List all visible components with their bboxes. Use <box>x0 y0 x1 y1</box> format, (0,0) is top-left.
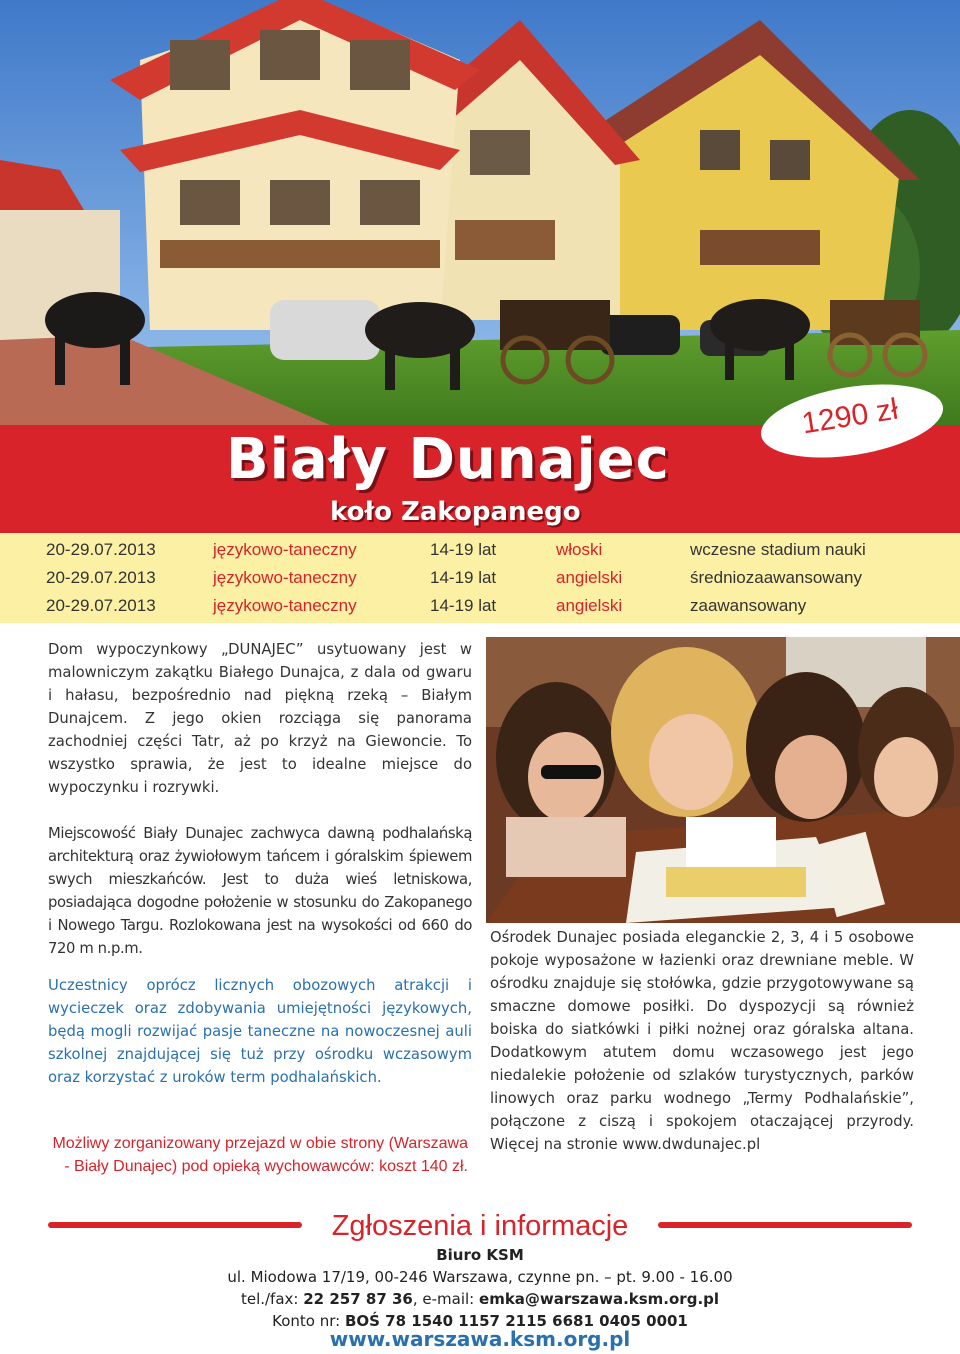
schedule-language: włoski <box>556 540 603 559</box>
price-label: 1290 zł <box>799 392 901 441</box>
tel-value: 22 257 87 36 <box>303 1290 413 1308</box>
village-paragraph: Miejscowość Biały Dunajec zachwyca dawną podhalańską architekturą oraz żywiołowym tańcem i góralskim śpiewem swych mieszkańców. Jest to duża wieś letniskowa, posiadająca dogodne położenie w stosunku do Zakopanego i Nowego Targu. Rozlokowana jest na wysokości od 660 do 720 m n.p.m. <box>48 825 472 957</box>
intro-paragraph: Dom wypoczynkowy „DUNAJEC” usytuowany jest w malowniczym zakątku Białego Dunajca, z dala od gwaru i hałasu, bezpośrednio nad piękną rzeką – Białym Dunajcem. Z jego okien rozciąga się panorama zachodniej części Tatr, aż po krzyż na Giewoncie. To wszystko sprawia, że jest to idealne miejsce do wypoczynku i rozrywki. <box>48 641 472 796</box>
resort-description: Ośrodek Dunajec posiada eleganckie 2, 3, 4 i 5 osobowe pokoje wyposażone w łazienki oraz drewniane meble. W ośrodku znajduje się stołówka, gdzie przygotowywane są smaczne domowe posiłki. Do dyspozycji są również boiska do siatkówki i piłki nożnej oraz góralska altana. Dodatkowym atutem domu wczasowego jest jego niedalekie położenie od szlaków turystycznych, parków linowych oraz parku wodnego „Termy Podhalańskie”, połączone z ciszą i spokojem otaczającej przyrody. <box>490 929 914 1130</box>
photo-girls-at-table <box>486 637 960 923</box>
email-label: e-mail: <box>422 1290 475 1308</box>
participants-paragraph: Uczestnicy oprócz licznych obozowych atrakcji i wycieczek oraz zdobywania umiejętności językowych, będą mogli rozwijać pasje taneczne na nowoczesnej auli szkolnej znajdującej się tuż przy ośrodku wczasowym oraz korzystać z uroków term podhalańskich. <box>48 977 472 1086</box>
phone-email-line: tel./fax: 22 257 87 36, e-mail: emka@warszawa.ksm.org.pl <box>240 1290 720 1308</box>
account-label: Konto nr: <box>272 1312 341 1330</box>
schedule-type: językowo-taneczny <box>213 568 357 587</box>
schedule-level: średniozaawansowany <box>690 568 862 587</box>
schedule-age: 14-19 lat <box>430 540 497 559</box>
page-subtitle: koło Zakopanego <box>330 497 581 527</box>
schedule-language: angielski <box>556 568 623 587</box>
schedule-level: zaawansowany <box>690 596 807 615</box>
schedule-date: 20-29.07.2013 <box>46 540 156 559</box>
email-value: emka@warszawa.ksm.org.pl <box>479 1290 720 1308</box>
schedule-row <box>0 592 960 620</box>
account-value: BOŚ 78 1540 1157 2115 6681 0405 0001 <box>344 1312 688 1330</box>
tel-label: tel./fax: <box>240 1290 299 1308</box>
schedule-language: angielski <box>556 596 623 615</box>
page-title: Biały Dunajec <box>226 427 670 492</box>
office-address: ul. Miodowa 17/19, 00-246 Warszawa, czynne pn. – pt. 9.00 - 16.00 <box>227 1268 733 1286</box>
schedule-row <box>0 564 960 592</box>
schedule-level: wczesne stadium nauki <box>690 540 866 559</box>
office-name: Biuro KSM <box>436 1246 524 1264</box>
schedule-age: 14-19 lat <box>430 596 497 615</box>
website-link[interactable]: www.warszawa.ksm.org.pl <box>329 1327 631 1351</box>
more-info-text: Więcej na stronie www.dwdunajec.pl <box>490 1136 761 1153</box>
transfer-note: Możliwy zorganizowany przejazd w obie strony (Warszawa - Biały Dunajec) pod opieką wychowawców: koszt 140 zł. <box>52 1135 468 1175</box>
schedule-type: językowo-taneczny <box>213 540 357 559</box>
contact-heading: Zgłoszenia i informacje <box>331 1210 629 1242</box>
schedule-age: 14-19 lat <box>430 568 497 587</box>
schedule-type: językowo-taneczny <box>213 596 357 615</box>
resort-paragraph <box>490 926 914 1156</box>
schedule-date: 20-29.07.2013 <box>46 596 156 615</box>
schedule-table <box>0 533 960 623</box>
schedule-row <box>0 536 960 564</box>
schedule-date: 20-29.07.2013 <box>46 568 156 587</box>
hero-photo-resort <box>0 0 960 425</box>
